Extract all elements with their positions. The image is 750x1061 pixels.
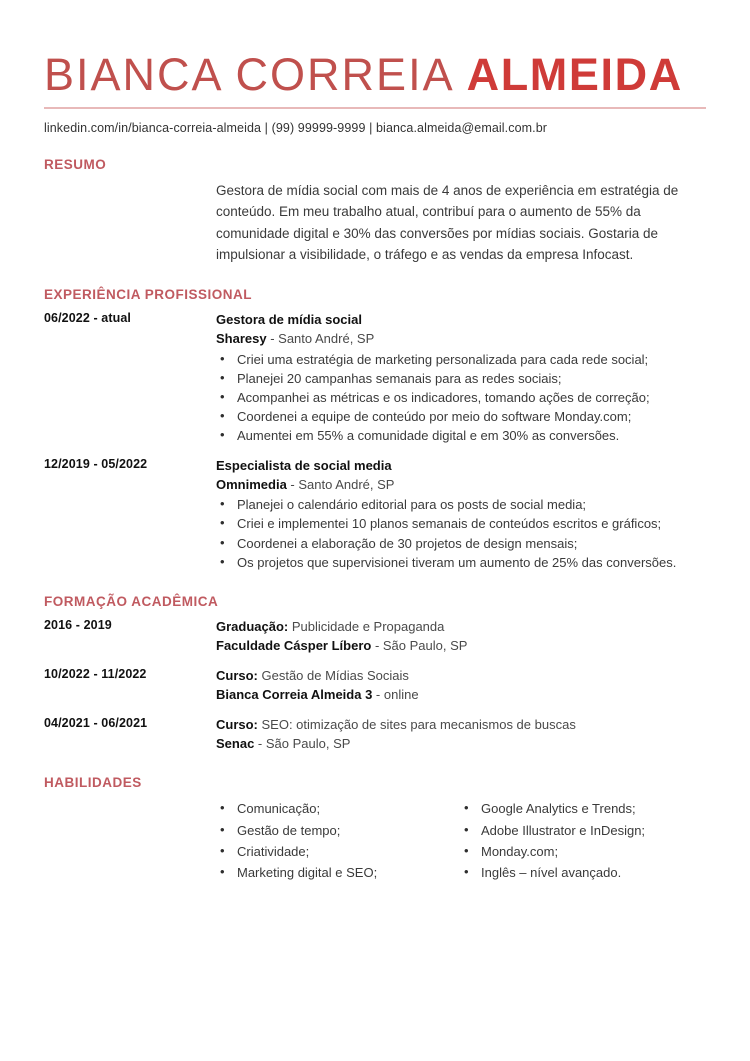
education-date: 2016 - 2019 — [44, 617, 112, 632]
skills-list — [216, 798, 460, 883]
list-item: • Os projetos que supervisionei tiveram um aumento de 25% das conversões. — [216, 553, 706, 572]
education-institution-line — [216, 636, 706, 655]
education-entry — [44, 617, 706, 655]
job-bullet-list — [216, 495, 706, 571]
list-item: • Comunicação; — [216, 798, 460, 819]
summary-block — [44, 180, 706, 265]
job-org-line — [216, 475, 706, 494]
job-location: - Santo André, SP — [286, 477, 395, 493]
skills-list — [460, 798, 704, 883]
list-item: • Planejei 20 campanhas semanais para as redes sociais; — [216, 369, 706, 388]
list-item: • Criatividade; — [216, 841, 460, 862]
header-divider — [44, 107, 706, 109]
experience-details — [216, 456, 706, 572]
list-item: • Acompanhei as métricas e os indicadores, tomando ações de correção; — [216, 388, 706, 407]
education-institution: Faculdade Cásper Líbero — [216, 637, 372, 653]
education-details — [216, 715, 706, 753]
education-label: Curso: — [216, 667, 258, 683]
list-item: • Planejei o calendário editorial para os posts de social media; — [216, 495, 706, 514]
contact-line: linkedin.com/in/bianca-correia-almeida | (99) 99999-9999 | bianca.almeida@email.com.br — [44, 121, 548, 135]
education-details — [216, 617, 706, 655]
education-institution: Bianca Correia Almeida 3 — [216, 687, 373, 703]
list-item: • Inglês – nível avançado. — [460, 862, 704, 883]
list-item: • Coordenei a equipe de conteúdo por meio do software Monday.com; — [216, 407, 706, 426]
name-last-part: ALMEIDA — [466, 49, 683, 100]
education-institution-line — [216, 685, 706, 704]
job-organization: Sharesy — [216, 331, 267, 347]
education-value: SEO: otimização de sites para mecanismos de buscas — [257, 717, 576, 733]
job-role: Gestora de mídia social — [216, 312, 362, 328]
summary-text: Gestora de mídia social com mais de 4 anos de experiência em estratégia de conteúdo. Em meu trabalho atual, contribuí para o aumento de 55% da comunidade digital e 30% das conversões por mídias sociais. Gostaria de impulsionar a visibilidade, o tráfego e as vendas da empresa Infocast. — [216, 183, 679, 262]
section-title-habilidades: HABILIDADES — [44, 775, 142, 791]
list-item: • Aumentei em 55% a comunidade digital e em 30% as conversões. — [216, 426, 706, 445]
job-location: - Santo André, SP — [266, 331, 375, 347]
list-item: • Criei uma estratégia de marketing personalizada para cada rede social; — [216, 350, 706, 369]
education-date: 10/2022 - 11/2022 — [44, 666, 147, 681]
list-item: • Google Analytics e Trends; — [460, 798, 704, 819]
education-entry — [44, 715, 706, 753]
section-title-formacao: FORMAÇÃO ACADÊMICA — [44, 593, 219, 609]
education-location: - São Paulo, SP — [254, 736, 351, 752]
education-entry — [44, 666, 706, 704]
list-item: • Marketing digital e SEO; — [216, 862, 460, 883]
skills-column-2 — [460, 798, 704, 883]
section-title-experiencia: EXPERIÊNCIA PROFISSIONAL — [44, 287, 253, 303]
education-course-line — [216, 617, 706, 636]
education-location: - São Paulo, SP — [371, 637, 468, 653]
education-details — [216, 666, 706, 704]
education-value: Gestão de Mídias Sociais — [257, 667, 409, 683]
education-location: - online — [372, 687, 419, 703]
education-course-line — [216, 715, 706, 734]
education-label: Graduação: — [216, 618, 289, 634]
name-first-part: BIANCA CORREIA — [44, 49, 453, 100]
education-institution: Senac — [216, 736, 255, 752]
job-org-line — [216, 329, 706, 348]
education-date: 04/2021 - 06/2021 — [44, 716, 148, 731]
skills-column-1 — [216, 798, 460, 883]
section-title-resumo: RESUMO — [44, 157, 107, 172]
list-item: • Monday.com; — [460, 841, 704, 862]
experience-date: 06/2022 - atual — [44, 311, 131, 326]
job-bullet-list — [216, 350, 706, 446]
experience-date: 12/2019 - 05/2022 — [44, 457, 148, 472]
job-organization: Omnimedia — [216, 477, 287, 493]
experience-entry — [44, 310, 706, 445]
list-item: • Coordenei a elaboração de 30 projetos de design mensais; — [216, 534, 706, 553]
list-item: • Gestão de tempo; — [216, 820, 460, 841]
list-item: • Criei e implementei 10 planos semanais de conteúdos escritos e gráficos; — [216, 514, 706, 533]
education-course-line — [216, 666, 706, 685]
education-value: Publicidade e Propaganda — [288, 618, 445, 634]
education-institution-line — [216, 734, 706, 753]
candidate-name — [44, 0, 706, 100]
experience-details — [216, 310, 706, 445]
skills-block — [44, 798, 706, 883]
list-item: • Adobe Illustrator e InDesign; — [460, 820, 704, 841]
experience-entry — [44, 456, 706, 572]
education-label: Curso: — [216, 717, 258, 733]
job-role: Especialista de social media — [216, 458, 392, 474]
